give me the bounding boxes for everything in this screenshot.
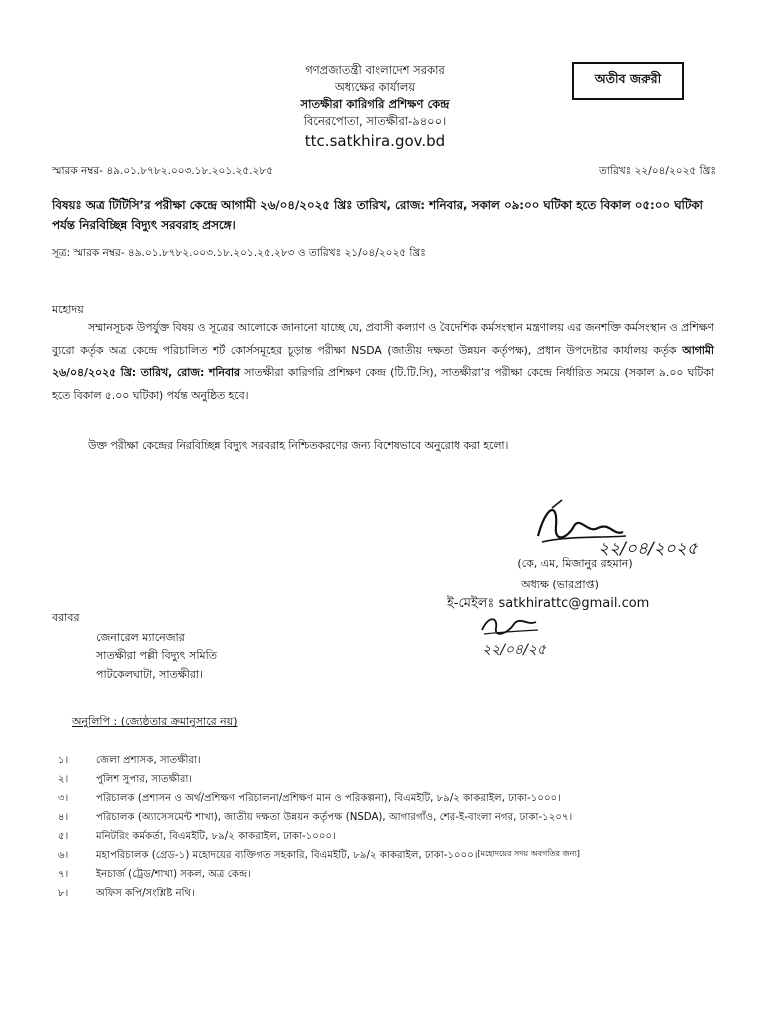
copy-item-number: ৩। xyxy=(58,793,69,804)
copy-item-number: ৬। xyxy=(58,850,69,861)
copy-item-number: ৮। xyxy=(58,888,69,899)
copy-item xyxy=(58,810,572,827)
body-text-a: সম্মানসূচক উপর্যুক্ত বিষয় ও সূত্রের আলোকে জানানো যাচ্ছে যে, প্রবাসী কল্যাণ ও বৈদেশিক কর্মসংস্থান মন্ত্রণালয় এর জনশক্তি কর্মসংস্থান ও প্রশিক্ষণ ব্যুরো কর্তৃক অত্র কেন্দ্রে পরিচালিত শর্ট কোর্সসমূহের চূড়ান্ত পরীক্ষা NSDA (জাতীয় দক্ষতা উন্নয়ন কর্তৃপক্ষ), প্রধান উপদেষ্টার কার্যালয় কর্তৃক xyxy=(52,321,714,357)
office-name: অধ্যক্ষের কার্যালয় xyxy=(334,80,416,94)
copy-item-note: [মহোদয়ের সদয় অবগতির জন্য] xyxy=(477,849,580,858)
initial-date: ২২/০৪/২৫ xyxy=(482,642,547,658)
signatory-email[interactable]: ই-মেইলঃ satkhirattc@gmail.com xyxy=(447,596,650,611)
govt-name: গণপ্রজাতন্ত্রী বাংলাদেশ সরকার xyxy=(305,63,445,77)
recipient-line-2: সাতক্ষীরা পল্লী বিদ্যুৎ সমিতি xyxy=(96,649,217,662)
subject xyxy=(52,195,712,235)
copy-item xyxy=(58,848,580,865)
copy-item-number: ৭। xyxy=(58,869,69,880)
recipient-line-1: জেনারেল ম্যানেজার xyxy=(96,631,185,644)
website-link[interactable]: ttc.satkhira.gov.bd xyxy=(304,132,446,150)
recipient-line-3: পাটকেলঘাটা, সাতক্ষীরা। xyxy=(96,668,204,681)
copy-item xyxy=(58,753,201,770)
signature-date: ২২/০৪/২০২৫ xyxy=(598,539,698,559)
copy-item-text: পরিচালক (অ্যাসেসমেন্ট শাখা), জাতীয় দক্ষতা উন্নয়ন কর্তৃপক্ষ (NSDA), আগারগাঁও, শের-ই-বাংলা নগর, ঢাকা-১২০৭। xyxy=(96,812,573,823)
copy-item-text: জেলা প্রশাসক, সাতক্ষীরা। xyxy=(96,755,201,766)
institution-address: বিনেরপোতা, সাতক্ষীরা-৯৪০০। xyxy=(303,114,447,128)
copy-item xyxy=(58,772,192,789)
salutation: মহোদয় xyxy=(52,303,84,316)
memo-date: তারিখঃ ২২/০৪/২০২৫ খ্রিঃ xyxy=(599,165,716,177)
copy-item-number: ৫। xyxy=(58,831,69,842)
subject-text: অত্র টিটিসি’র পরীক্ষা কেন্দ্রে আগামী ২৬/০৪/২০২৫ খ্রিঃ তারিখ, রোজ: শনিবার, সকাল ০৯:০০ ঘটিকা হতে বিকাল ০৫:০০ ঘটিকা পর্যন্ত নিরবিচ্ছিন্ন বিদ্যুৎ সরবরাহ প্রসঙ্গে। xyxy=(52,198,703,232)
subject-label: বিষয়ঃ xyxy=(52,198,82,212)
copy-heading: অনুলিপি : (জ্যেষ্ঠতার ক্রমানুসারে নয়) xyxy=(72,715,238,728)
body-paragraph-2: উক্ত পরীক্ষা কেন্দ্রের নিরবিচ্ছিন্ন বিদ্যুৎ সরবরাহ নিশ্চিতকরণের জন্য বিশেষভাবে অনুরোধ করা হলো। xyxy=(88,439,509,452)
copy-item xyxy=(58,886,195,903)
copy-item-number: ২। xyxy=(58,774,69,785)
copy-item-text: পরিচালক (প্রশাসন ও অর্থ/প্রশিক্ষণ পরিচালনা/প্রশিক্ষণ মান ও পরিকল্পনা), বিএমইটি, ৮৯/২ কাকরাইল, ঢাকা-১০০০। xyxy=(96,793,561,804)
handwritten-initial xyxy=(476,612,586,662)
copy-item-text: মহাপরিচালক (গ্রেড-১) মহোদয়ের ব্যক্তিগত সহকারি, বিএমইটি, ৮৯/২ কাকরাইল, ঢাকা-১০০০। xyxy=(96,850,478,861)
copy-item xyxy=(58,829,336,846)
copy-item-number: ১। xyxy=(58,755,69,766)
copy-item-text: মনিটরিং কর্মকর্তা, বিএমইটি, ৮৯/২ কাকরাইল, ঢাকা-১০০০। xyxy=(96,831,336,842)
copy-item-text: অফিস কপি/সংশ্লিষ্ট নথি। xyxy=(96,888,195,899)
signatory-designation: অধ্যক্ষ (ভারপ্রাপ্ত) xyxy=(521,578,599,591)
source-reference: সূত্র: স্মারক নম্বর- ৪৯.০১.৮৭৮২.০০৩.১৮.২০১.২৫.২৮৩ ও তারিখঃ ২১/০৪/২০২৫ খ্রিঃ xyxy=(52,247,426,259)
institution-name: সাতক্ষীরা কারিগরি প্রশিক্ষণ কেন্দ্র xyxy=(300,97,450,111)
recipient-label: বরাবর xyxy=(52,611,80,624)
copy-item-text: ইনচার্জ (ট্রেড/শাখা) সকল, অত্র কেন্দ্র। xyxy=(96,869,251,880)
copy-item-text: পুলিশ সুপার, সাতক্ষীরা। xyxy=(96,774,193,785)
copy-item xyxy=(58,867,251,884)
urgent-badge: অতীব জরুরী xyxy=(572,62,684,100)
memo-number: স্মারক নম্বর- ৪৯.০১.৮৭৮২.০০৩.১৮.২০১.২৫.২৮৫ xyxy=(52,165,273,177)
body-paragraph-1 xyxy=(52,317,714,407)
copy-item xyxy=(58,791,561,808)
letterhead xyxy=(230,62,520,151)
signatory-name: (কে, এম, মিজানুর রহমান) xyxy=(517,557,633,570)
body-text-b: সাতক্ষীরা কারিগরি প্রশিক্ষণ কেন্দ্র (টি.টি.সি), সাতক্ষীরা’র পরীক্ষা কেন্দ্রে নির্ধারিত সময়ে (সকাল ৯.০০ ঘটিকা হতে বিকাল ৫.০০ ঘটিকা) পর্যন্ত অনুষ্ঠিত হবে। xyxy=(52,366,715,402)
copy-item-number: ৪। xyxy=(58,812,69,823)
exam-date-highlight: আগামী ২৬/০৪/২০২৫ খ্রি: তারিখ, রোজ: শনিবার xyxy=(52,343,714,379)
